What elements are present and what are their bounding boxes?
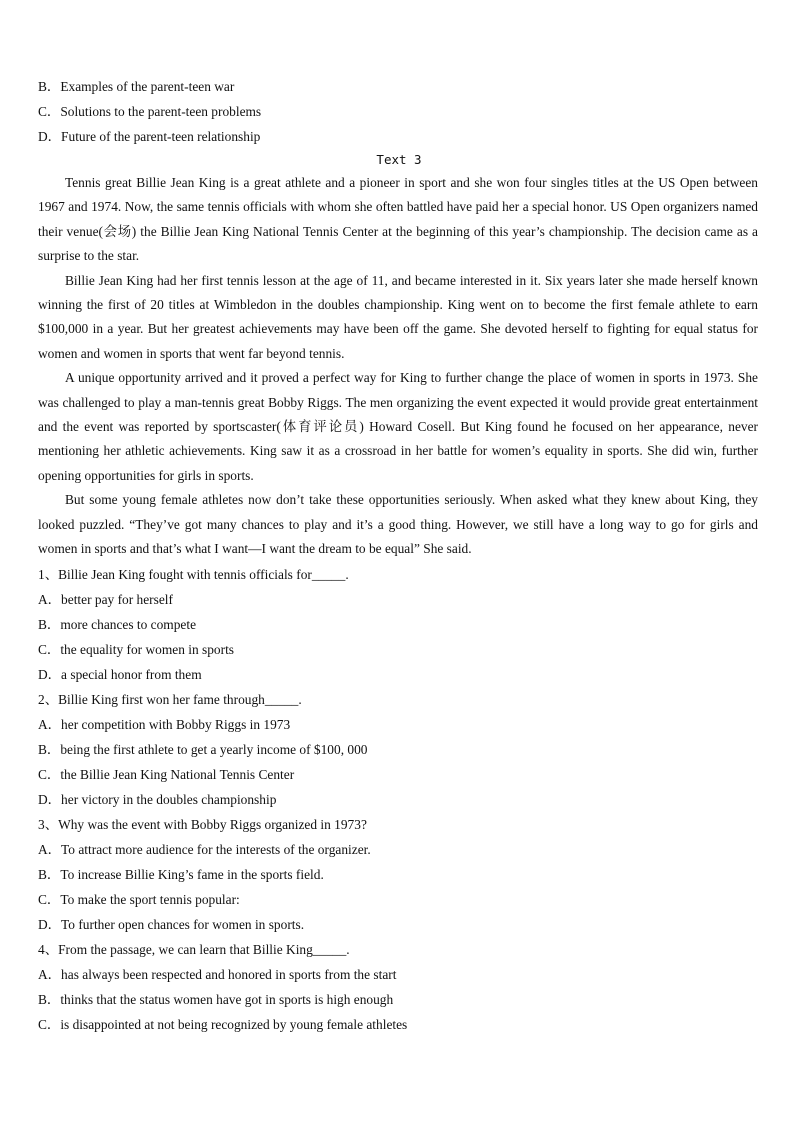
question-option-d: D．her victory in the doubles championship [38,791,277,807]
question-2 [38,687,758,812]
question-option-b: B．being the first athlete to get a yearly income of $100, 000 [38,741,368,757]
question-option-b: B．thinks that the status women have got in sports is high enough [38,991,394,1007]
prev-option-c: C．Solutions to the parent-teen problems [38,104,262,119]
question-option-d: D．To further open chances for women in sports. [38,916,305,932]
question-4 [38,937,758,1037]
question-option-a: A．her competition with Bobby Riggs in 1973 [38,716,291,732]
prev-option-b: B．Examples of the parent-teen war [38,79,235,94]
question-stem: 1、Billie Jean King fought with tennis officials for_____. [38,566,349,582]
question-option-c: C．is disappointed at not being recognized by young female athletes [38,1016,408,1032]
passage-paragraph-4: But some young female athletes now don’t take these opportunities seriously. When asked what they knew about King, they looked puzzled. “They’ve got many chances to play and it’s a good thing. However, we still have a long way to go for girls and women in sports and that’s what I want—I want the dream to be equal” She said. [38,492,758,557]
question-option-c: C．the equality for women in sports [38,641,234,657]
question-option-b: B．more chances to compete [38,616,197,632]
question-3 [38,812,758,937]
question-option-b: B．To increase Billie King’s fame in the sports field. [38,866,324,882]
passage-paragraph-1: Tennis great Billie Jean King is a great athlete and a pioneer in sport and she won four singles titles at the US Open between 1967 and 1974. Now, the same tennis officials with whom she often battled have paid her a special honor. US Open organizers named their venue(会场) the Billie Jean King National Tennis Center at the beginning of this year’s championship. The decision came as a surprise to the star. [38,175,758,264]
passage-paragraph-2: Billie Jean King had her first tennis lesson at the age of 11, and became interested in it. Six years later she made herself known winning the first of 20 titles at Wimbledon in the doubles championship. King went on to become the first female athlete to earn $100,000 in a year. But her greatest achievements may have been off the game. She devoted herself to fighting for equal status for women and women in sports that went far beyond tennis. [38,272,758,361]
document-page [38,74,758,1037]
text-heading: Text 3 [376,152,422,167]
question-option-c: C．the Billie Jean King National Tennis Center [38,766,295,782]
question-option-c: C．To make the sport tennis popular: [38,891,240,907]
question-option-d: D．a special honor from them [38,666,202,682]
question-option-a: A．better pay for herself [38,591,173,607]
question-stem: 3、Why was the event with Bobby Riggs organized in 1973? [38,816,367,832]
passage-paragraph-3: A unique opportunity arrived and it proved a perfect way for King to further change the place of women in sports in 1973. She was challenged to play a man-tennis great Bobby Riggs. The men organizing the event expected it would provide great entertainment and the event was reported by sportscaster(体育评论员) Howard Cosell. But King found he focused on her appearance, never mentioning her athletic achievements. King saw it as a crossroad in her battle for women’s equality in sports. She did win, further opening opportunities for girls in sports. [38,370,758,483]
question-stem: 2、Billie King first won her fame through_____. [38,691,302,707]
question-stem: 4、From the passage, we can learn that Billie King_____. [38,941,350,957]
prev-option-d: D．Future of the parent-teen relationship [38,129,261,144]
question-option-a: A．has always been respected and honored in sports from the start [38,966,397,982]
question-1 [38,562,758,687]
question-option-a: A．To attract more audience for the interests of the organizer. [38,841,371,857]
